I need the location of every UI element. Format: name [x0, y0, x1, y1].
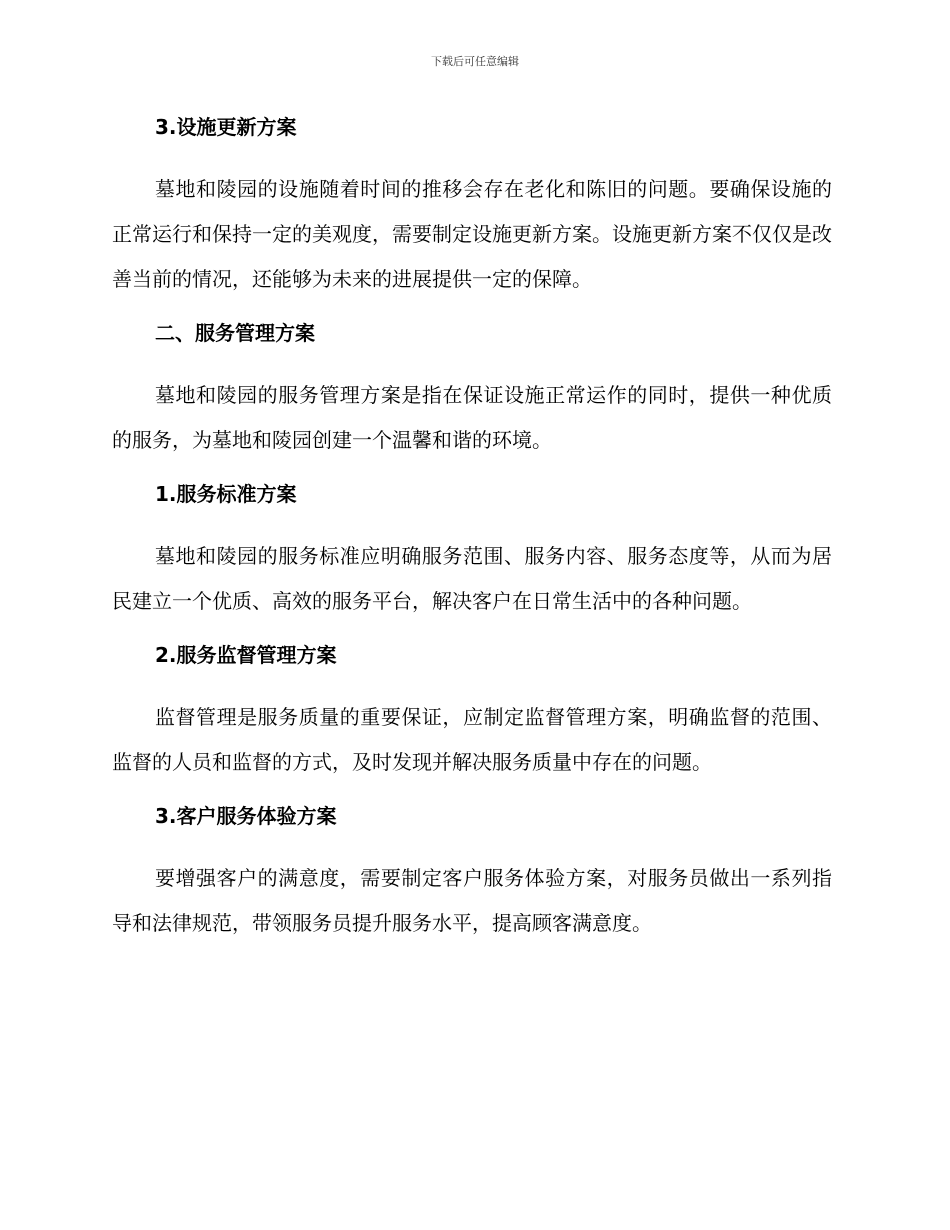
paragraph-customer-experience: 要增强客户的满意度，需要制定客户服务体验方案，对服务员做出一系列指导和法律规范，带领服务员提升服务水平，提高顾客满意度。: [112, 866, 832, 935]
paragraph-facility-update: 墓地和陵园的设施随着时间的推移会存在老化和陈旧的问题。要确保设施的正常运行和保持一定的美观度，需要制定设施更新方案。设施更新方案不仅仅是改善当前的情况，还能够为未来的进展提供一定的保障。: [112, 177, 832, 291]
section-heading-service-management: 二、服务管理方案: [155, 321, 315, 345]
section-heading-facility-update: 3.设施更新方案: [155, 115, 297, 139]
section-heading-customer-experience: 3.客户服务体验方案: [155, 804, 337, 828]
document-body: [112, 110, 832, 960]
section-heading-service-standard: 1.服务标准方案: [155, 482, 297, 506]
paragraph-service-standard: 墓地和陵园的服务标准应明确服务范围、服务内容、服务态度等，从而为居民建立一个优质、高效的服务平台，解决客户在日常生活中的各种问题。: [112, 544, 832, 613]
page-header-note: 下载后可任意编辑: [431, 55, 519, 68]
paragraph-service-management: 墓地和陵园的服务管理方案是指在保证设施正常运作的同时，提供一种优质的服务，为墓地和陵园创建一个温馨和谐的环境。: [112, 383, 832, 452]
paragraph-service-supervision: 监督管理是服务质量的重要保证，应制定监督管理方案，明确监督的范围、监督的人员和监督的方式，及时发现并解决服务质量中存在的问题。: [112, 705, 832, 774]
section-heading-service-supervision: 2.服务监督管理方案: [155, 643, 337, 667]
